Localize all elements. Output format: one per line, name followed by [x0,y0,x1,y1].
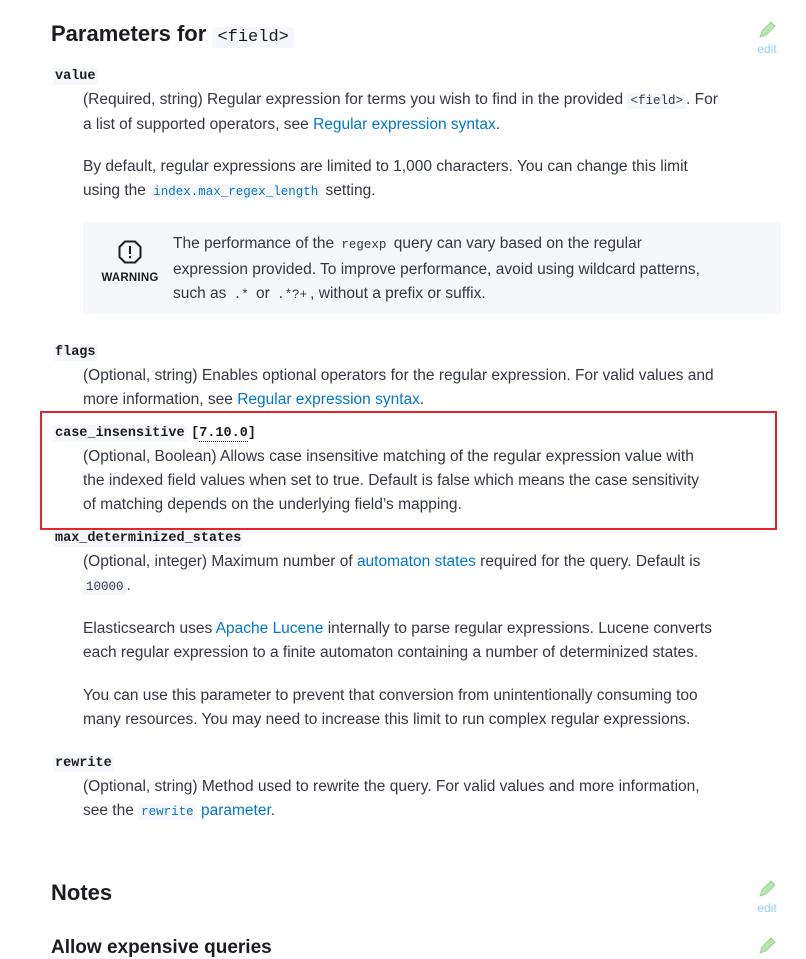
notes-heading: Notes [51,880,113,905]
edit-label[interactable]: edit [757,901,777,915]
regex-syntax-link[interactable]: Regular expression syntax [313,116,496,133]
edit-link-notes[interactable] [752,879,782,915]
warning-label: WARNING [101,272,159,284]
term-value-label: value [55,69,96,84]
pencil-icon [757,20,777,40]
flags-paragraph: (Optional, string) Enables optional operators for the regular expression. For valid values and more information, see Regular expression syntax. [83,367,714,408]
max-states-paragraph-2: Elasticsearch uses Apache Lucene internally to parse regular expressions. Lucene converts each regular expression to a finite automaton containing a number of determinized states. [83,620,712,661]
warning-icon-group [99,240,161,286]
rewrite-paragraph: (Optional, string) Method used to rewrite the query. For valid values and more information, see the rewrite parameter. [83,778,700,819]
term-case-insensitive-label: case_insensitive [55,426,185,441]
term-flags-label: flags [55,345,96,360]
allow-expensive-queries-heading: Allow expensive queries [51,937,272,958]
term-rewrite-label: rewrite [55,756,112,771]
case-insensitive-paragraph: (Optional, Boolean) Allows case insensitive matching of the regular expression value with the indexed field values when set to true. Default is false which means the case sensitivity of matching depends on the underlying field’s mapping. [83,448,700,513]
max-states-paragraph-1: (Optional, integer) Maximum number of automaton states required for the query. Default is 10000 . [83,553,701,594]
automaton-states-link[interactable]: automaton states [356,553,476,570]
term-flags [53,342,98,360]
inline-code-10000: 10000 [83,579,127,595]
term-rewrite [53,753,114,771]
term-max-states-label: max_determinized_states [55,531,242,546]
inline-code-field: <field> [627,93,686,109]
heading-code: <field> [212,27,293,48]
version-number: 7.10.0 [199,426,248,441]
term-max-determinized-states [53,528,243,546]
max-regex-length-link[interactable]: index.max_regex_length [150,184,321,200]
heading-text: Parameters for [51,21,207,46]
term-value [53,66,98,84]
edit-link-parameters[interactable] [752,20,782,56]
apache-lucene-link[interactable]: Apache Lucene [215,620,324,637]
term-case-insensitive [53,423,256,441]
pencil-icon [757,936,777,956]
inline-code-regexp: regexp [341,238,387,252]
value-paragraph-2: By default, regular expressions are limited to 1,000 characters. You can change this limit using the index.max_regex_length setting. [83,158,688,199]
version-badge: [7.10.0] [191,426,256,441]
warning-callout [83,222,781,314]
edit-label[interactable]: edit [757,42,777,56]
max-states-paragraph-3: You can use this parameter to prevent that conversion from unintentionally consuming too many resources. You may need to increase this limit to run complex regular expressions. [83,687,698,728]
inline-code-dot-star-plus: .*?+ [277,288,308,302]
warning-icon [118,240,142,264]
inline-code-dot-star: .* [233,288,249,302]
parameters-heading [51,21,294,47]
pencil-icon [757,879,777,899]
regex-syntax-link-2[interactable]: Regular expression syntax [237,391,420,408]
value-paragraph-1: (Required, string) Regular expression for terms you wish to find in the provided <field> . For a list of supported operators, see Regular expression syntax. [83,91,718,133]
warning-text: The performance of the regexp query can vary based on the regular expression provided. To improve performance, avoid using wildcard patterns, such as .* or .*?+ , without a prefix or suffix. [173,235,700,302]
rewrite-parameter-link[interactable]: rewrite parameter [138,802,271,819]
